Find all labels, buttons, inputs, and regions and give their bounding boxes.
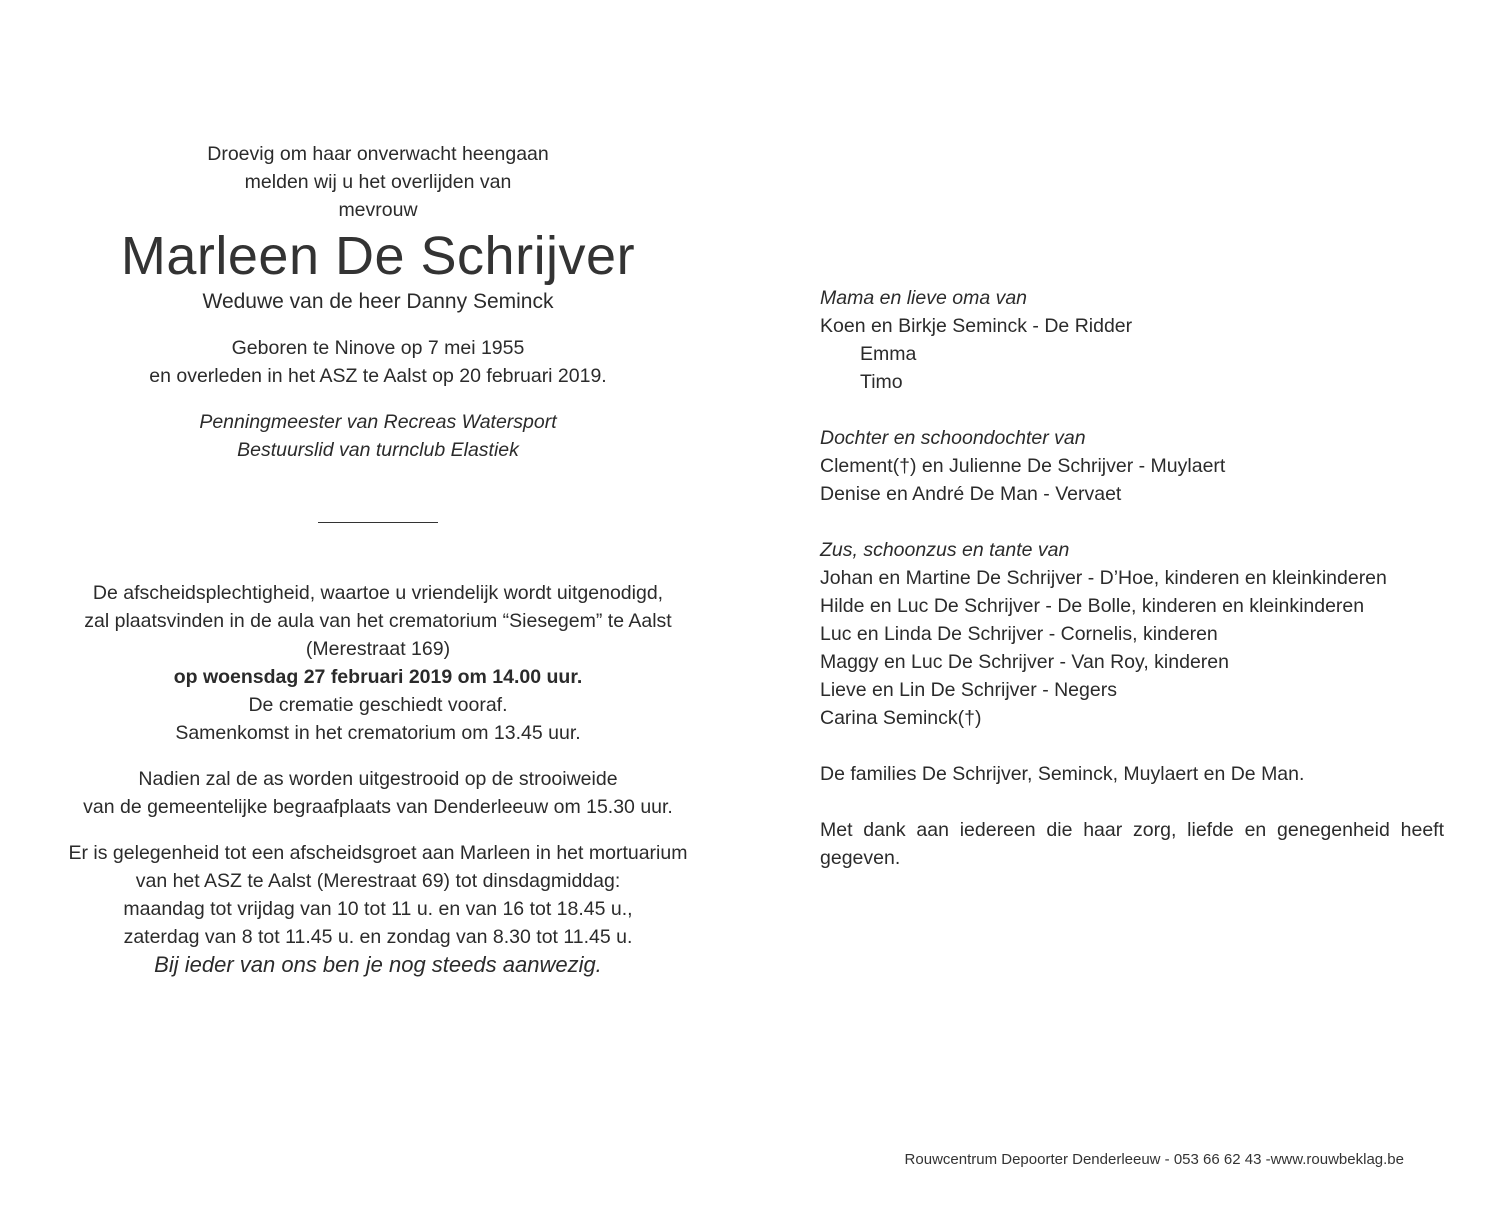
sibling-line: Luc en Linda De Schrijver - Cornelis, kinderen — [820, 623, 1218, 645]
farewell-line: Er is gelegenheid tot een afscheidsgroet aan Marleen in het mortuarium — [68, 842, 688, 864]
ashes-line: van de gemeentelijke begraafplaats van Denderleeuw om 15.30 uur. — [83, 796, 673, 818]
sibling-line: Johan en Martine De Schrijver - D’Hoe, kinderen en kleinkinderen — [820, 567, 1387, 589]
role-line: Bestuurslid van turnclub Elastiek — [237, 439, 519, 461]
thanks-line: Met dank aan iedereen die haar zorg, liefde en genegenheid heeft gegeven. — [820, 819, 1444, 869]
farewell-line: maandag tot vrijdag van 10 tot 11 u. en van 16 tot 18.45 u., — [123, 898, 633, 920]
role-line: Penningmeester van Recreas Watersport — [199, 411, 557, 433]
parents-line: Denise en André De Man - Vervaet — [820, 483, 1122, 505]
mother-group — [820, 284, 1444, 396]
closing-quote: Bij ieder van ons ben je nog steeds aanwezig. — [154, 952, 602, 977]
born-line: Geboren te Ninove op 7 mei 1955 — [231, 337, 525, 359]
families-line: De families De Schrijver, Seminck, Muylaert en De Man. — [820, 763, 1305, 785]
deceased-name: Marleen De Schrijver — [120, 226, 636, 286]
family-column — [820, 284, 1444, 900]
intro-line: Droevig om haar onverwacht heengaan — [207, 143, 549, 165]
parents-line: Clement(†) en Julienne De Schrijver - Muylaert — [820, 455, 1226, 477]
intro-text — [28, 140, 728, 196]
sister-heading: Zus, schoonzus en tante van — [820, 539, 1070, 561]
widow-line: Weduwe van de heer Danny Seminck — [202, 290, 554, 313]
cremation-line: De crematie geschiedt vooraf. — [248, 694, 508, 716]
grandchild-line: Emma — [860, 343, 917, 365]
ashes-line: Nadien zal de as worden uitgestrooid op de strooiweide — [138, 768, 618, 790]
grandchild-line: Timo — [860, 371, 903, 393]
announcement-column — [28, 140, 728, 979]
thanks-group — [820, 816, 1444, 872]
farewell-line: van het ASZ te Aalst (Merestraat 69) tot dinsdagmiddag: — [135, 870, 621, 892]
mother-heading: Mama en lieve oma van — [820, 287, 1028, 309]
children-line: Koen en Birkje Seminck - De Ridder — [820, 315, 1133, 337]
divider-line — [318, 522, 438, 523]
funeral-home-footer: Rouwcentrum Depoorter Denderleeuw - 053 66 62 43 -www.rouwbeklag.be — [904, 1151, 1404, 1168]
daughter-group — [820, 424, 1444, 508]
sister-group — [820, 536, 1444, 732]
farewell-line: zaterdag van 8 tot 11.45 u. en zondag van 8.30 tot 11.45 u. — [123, 926, 633, 948]
intro-line: melden wij u het overlijden van — [244, 171, 512, 193]
ceremony-line: zal plaatsvinden in de aula van het crematorium “Siesegem” te Aalst — [84, 610, 672, 632]
farewell-info — [28, 839, 728, 951]
ceremony-line: De afscheidsplechtigheid, waartoe u vriendelijk wordt uitgenodigd, — [92, 582, 664, 604]
died-line: en overleden in het ASZ te Aalst op 20 februari 2019. — [149, 365, 607, 387]
title-word: mevrouw — [338, 199, 418, 221]
gathering-line: Samenkomst in het crematorium om 13.45 uur. — [175, 722, 581, 744]
ceremony-info — [28, 579, 728, 719]
ceremony-date: op woensdag 27 februari 2019 om 14.00 uur. — [173, 666, 583, 688]
sibling-line: Lieve en Lin De Schrijver - Negers — [820, 679, 1117, 701]
sibling-line: Maggy en Luc De Schrijver - Van Roy, kinderen — [820, 651, 1229, 673]
birth-death-info — [28, 334, 728, 390]
daughter-heading: Dochter en schoondochter van — [820, 427, 1086, 449]
families-group — [820, 760, 1444, 788]
ceremony-line: (Merestraat 169) — [305, 638, 451, 660]
roles — [28, 408, 728, 464]
ashes-info — [28, 765, 728, 821]
sibling-line: Hilde en Luc De Schrijver - De Bolle, kinderen en kleinkinderen — [820, 595, 1365, 617]
sibling-line: Carina Seminck(†) — [820, 707, 982, 729]
